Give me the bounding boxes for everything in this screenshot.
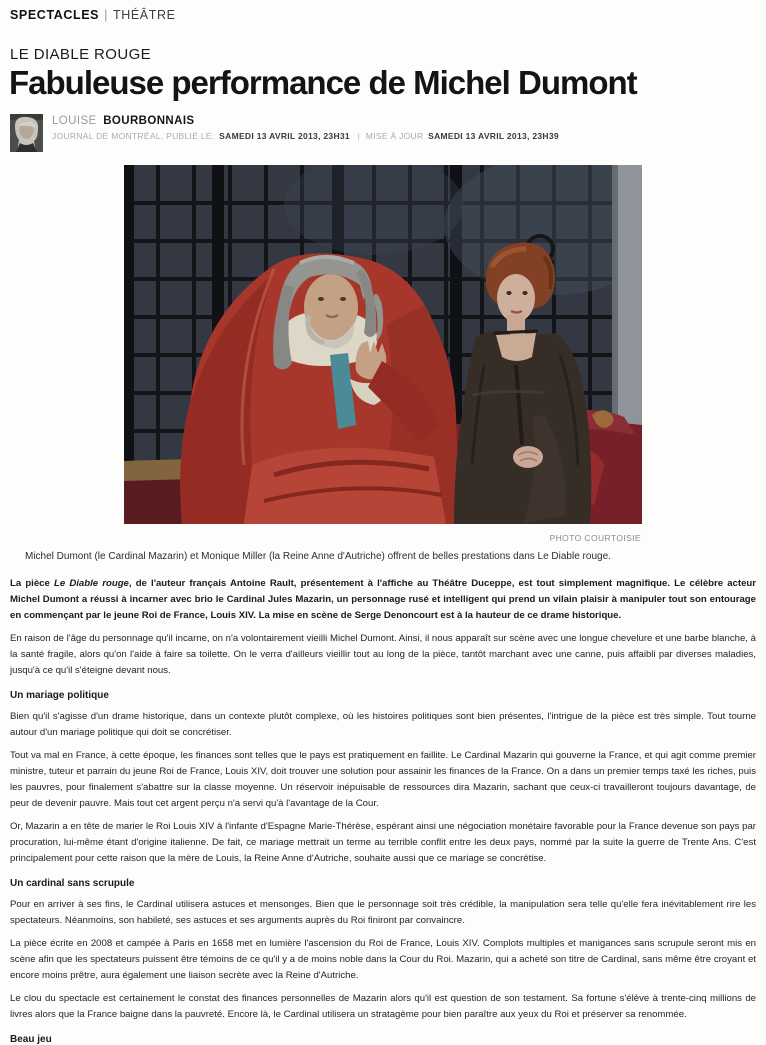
- paragraph-text: Tout va mal en France, à cette époque, les finances sont telles que le pays est pratiquement en faillite. Le Cardinal Mazarin qui gouverne la France, et qui agit comme premier ministre, tuteur et parrain du jeune Roi de France, Louis XIV, doit trouver une solution pour assainir les finances de la France. On a dans un premier temps taxé les riches, puis les pauvres, pour finalement s'abattre sur la classe moyenne. Un réservoir inépuisable de ressources dira Mazarin, sachant que ceux-ci travailleront toujours davantage, de peur de devenir pauvre. Mais tout cet argent perçu n'a servi qu'à l'avantage de la Cour.: [10, 749, 756, 809]
- byline-text: [52, 114, 561, 141]
- paragraph-text: Le clou du spectacle est certainement le constat des finances personnelles de Mazarin alors qu'il est question de son testament. Sa fortune s'élève à trente-cinq millions de livres alors que la France baigne dans la pauvreté. Encore là, le Cardinal utilisera un stratagème pour bien paraître aux yeux du Roi et préserver sa renommée.: [10, 992, 756, 1020]
- paragraph-text: Le Diable rouge: [54, 577, 129, 589]
- breadcrumb-separator: |: [104, 8, 108, 22]
- author-last-name: BOURBONNAIS: [103, 114, 195, 127]
- paragraph-text: Un mariage politique: [10, 689, 109, 701]
- article-paragraph: [10, 709, 756, 741]
- update-date: SAMEDI 13 AVRIL 2013, 23H39: [428, 130, 559, 141]
- author-avatar-image: [10, 114, 43, 152]
- paragraph-text: Un cardinal sans scrupule: [10, 877, 135, 889]
- subsection-label: THÉÂTRE: [112, 8, 176, 22]
- paragraph-text: La pièce: [10, 577, 54, 589]
- paragraph-text: Pour en arriver à ses fins, le Cardinal utilisera astuces et mensonges. Bien que le personnage soit très crédible, la manipulation sera telle qu'elle fera inévitablement rire les spectateurs. Néanmoins, son habileté, ses astuces et ses arguments auprès du Roi finiront par convaincre.: [10, 898, 756, 926]
- article-body: [10, 576, 756, 1045]
- paragraph-text: Bien qu'il s'agisse d'un drame historique, dans un contexte plutôt complexe, où les histoires politiques sont bien présentes, l'intrigue de la pièce est très simple. Tout tourne autour d'un mariage politique qui doit se concrétiser.: [10, 710, 756, 738]
- publish-meta: [52, 131, 561, 141]
- article-paragraph: [10, 819, 756, 867]
- paragraph-text: Or, Mazarin a en tête de marier le Roi Louis XIV à l'infante d'Espagne Marie-Thérèse, espérant ainsi une négociation monétaire favorable pour la France devenue son pays par procuration, lui-même étant d'origine italienne. De fait, ce mariage mettrait un terme au terrible conflit entre les deux pays, nommé par la suite la guerre de Trente Ans. C'est principalement pour cette raison que la mère de Louis, la Reine Anne d'Autriche, souhaite aussi que ce mariage se concrétise.: [10, 820, 756, 864]
- section-label: SPECTACLES: [10, 8, 100, 22]
- byline: [10, 114, 756, 152]
- article-paragraph: [10, 991, 756, 1023]
- paragraph-text: , de l'auteur français Antoine Rault, présentement à l'affiche au Théâtre Duceppe, est tout simplement magnifique. Le célèbre acteur Michel Dumont a réussi à incarner avec brio le Cardinal Jules Mazarin, un personnage rusé et intelligent qui prend un vilain plaisir à manipuler tout son entourage en commençant par le jeune Roi de France, Louis XIV. La mise en scène de Serge Denoncourt est à la hauteur de ce drame historique.: [10, 577, 757, 621]
- article-subhead: [10, 1034, 756, 1045]
- article-subhead: [10, 690, 756, 701]
- page-title: Fabuleuse performance de Michel Dumont: [9, 64, 637, 101]
- author-first-name: LOUISE: [52, 114, 97, 127]
- breadcrumb: [10, 8, 756, 22]
- photo-caption: Michel Dumont (le Cardinal Mazarin) et Monique Miller (la Reine Anne d'Autriche) offrent de belles prestations dans Le Diable rouge.: [25, 550, 611, 562]
- article-paragraph: [10, 748, 756, 812]
- article-paragraph: [10, 631, 756, 679]
- publish-date: SAMEDI 13 AVRIL 2013, 23H31: [219, 130, 350, 141]
- stage-photo: [124, 165, 642, 524]
- article-paragraph: [10, 936, 756, 984]
- lead-photo-block: [124, 165, 642, 543]
- article-subhead: [10, 878, 756, 889]
- article-paragraph: [10, 897, 756, 929]
- author-avatar: [10, 114, 43, 152]
- kicker: LE DIABLE ROUGE: [10, 46, 152, 63]
- article-paragraph: [10, 576, 756, 624]
- paragraph-text: La pièce écrite en 2008 et campée à Paris en 1658 met en lumière l'ascension du Roi de France, Louis XIV. Complots multiples et manigances sans scrupule seront mis en scène afin que les spectateurs puissent être témoins de ce qu'il y a de moins noble dans la Cour du Roi. Mazarin, qui a acheté son titre de Cardinal, sans même être croyant et encore moins prêtre, aura également une liaison secrète avec la Reine d'Autriche.: [10, 937, 756, 981]
- meta-pipe: |: [357, 130, 361, 141]
- author-name: [52, 115, 561, 127]
- update-label: MISE À JOUR: [365, 130, 424, 141]
- photo-credit: PHOTO COURTOISIE: [549, 532, 641, 543]
- paragraph-text: En raison de l'âge du personnage qu'il incarne, on n'a volontairement vieilli Michel Dumont. Ainsi, il nous apparaît sur scène avec une longue chevelure et une barbe blanche, à la santé fragile, alors qu'on l'aide à faire sa toilette. On le verra d'ailleurs vieillir tout au long de la pièce, tantôt marchant avec une canne, puis affaibli par diverses maladies, jusqu'à ce qu'il s'éteigne devant nous.: [10, 632, 756, 676]
- meta-source-label: JOURNAL DE MONTRÉAL, PUBLIÉ LE:: [52, 130, 215, 141]
- paragraph-text: Beau jeu: [10, 1033, 52, 1045]
